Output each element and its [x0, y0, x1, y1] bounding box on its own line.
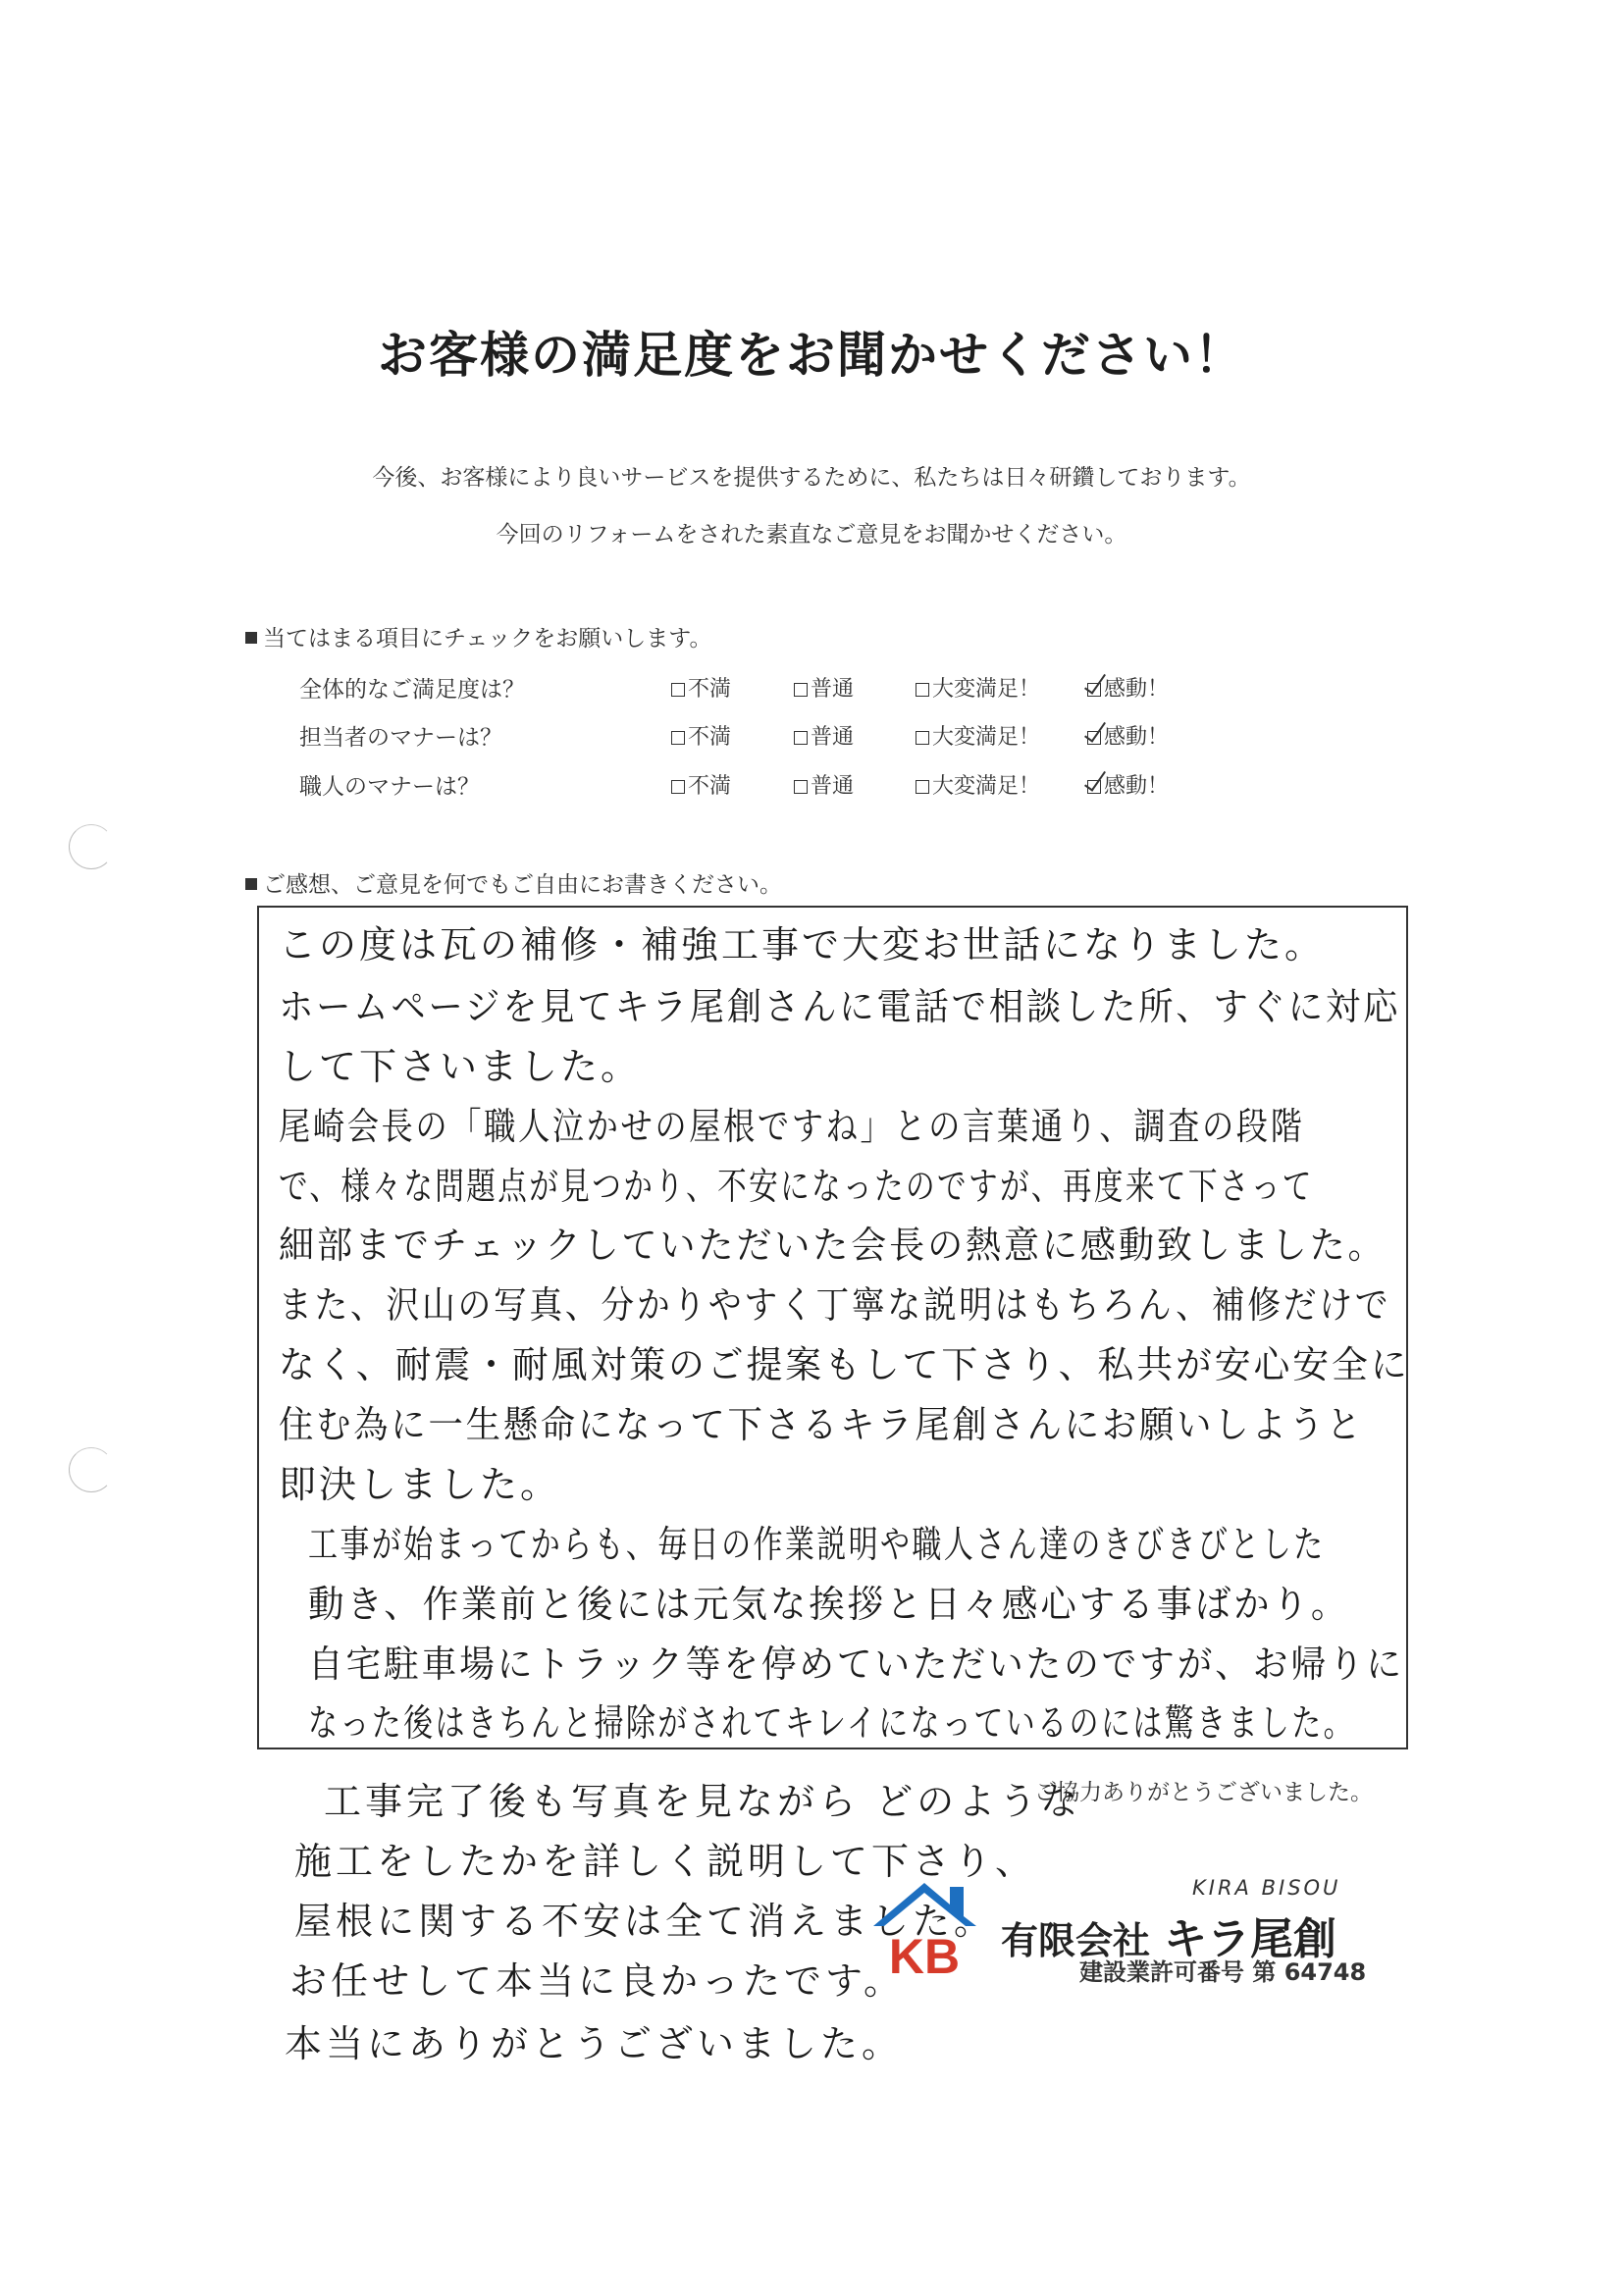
option-label: 大変満足！	[932, 677, 1041, 702]
checkbox-icon	[916, 731, 929, 745]
checked-checkbox-icon	[1087, 683, 1101, 697]
handwritten-line: 即決しました。	[279, 1463, 561, 1506]
checkbox-icon	[916, 683, 929, 697]
option-kandou[interactable]	[1087, 672, 1169, 703]
option-futsuu[interactable]	[794, 672, 854, 703]
handwritten-line: なく、耐震・耐風対策のご提案もして下さり、私共が安心安全に	[279, 1343, 1410, 1386]
handwritten-line: 住む為に一生懸命になって下さるキラ尾創さんにお願いしようと	[279, 1403, 1364, 1446]
page-title: お客様の満足度をお聞かせください！	[378, 327, 1245, 384]
option-label: 大変満足！	[932, 725, 1041, 750]
svg-text:KB: KB	[888, 1929, 961, 1977]
checkbox-icon	[794, 683, 808, 697]
handwritten-line: 動き、作業前と後には元気な挨拶と日々感心する事ばかり。	[308, 1583, 1350, 1626]
option-label: 感動！	[1104, 774, 1170, 799]
question-label: 全体的なご満足度は？	[299, 677, 525, 703]
company-type: 有限会社	[1001, 1919, 1151, 1962]
handwritten-line: で、様々な問題点が見つかり、不安になったのですが、再度来て下さって	[279, 1165, 1314, 1208]
punch-hole-top	[69, 824, 114, 869]
option-fuman[interactable]	[671, 720, 731, 751]
company-logo	[873, 1879, 976, 1977]
bullet-square-icon	[245, 632, 257, 644]
question-label: 職人のマナーは？	[299, 774, 480, 800]
company-brand: キラ尾創	[1164, 1914, 1337, 1964]
option-taihen-manzoku[interactable]	[916, 720, 1040, 751]
handwritten-line: 尾崎会長の「職人泣かせの屋根ですね」との言葉通り、調査の段階	[279, 1105, 1305, 1148]
handwritten-after-line: 屋根に関する不安は全て消えました。	[294, 1900, 996, 1943]
comment-heading-text: ご感想、ご意見を何でもご自由にお書きください。	[263, 872, 782, 898]
option-label: 大変満足！	[932, 774, 1041, 799]
handwritten-line: 自宅駐車場にトラック等を停めていただいたのですが、お帰りに	[308, 1643, 1404, 1686]
handwritten-line: して下さいました。	[279, 1045, 642, 1088]
option-label: 不満	[688, 774, 732, 799]
thanks-text: ご協力ありがとうございました。	[1034, 1780, 1373, 1805]
checked-checkbox-icon	[1087, 731, 1101, 745]
checkbox-icon	[671, 731, 685, 745]
intro-line-2: 今回のリフォームをされた素直なご意見をお聞かせください。	[496, 522, 1127, 548]
intro-line-1: 今後、お客様により良いサービスを提供するために、私たちは日々研鑽しております。	[372, 465, 1251, 491]
option-kandou[interactable]	[1087, 720, 1169, 751]
checkbox-icon	[916, 780, 929, 794]
checkbox-icon	[794, 780, 808, 794]
option-label: 不満	[688, 725, 732, 750]
comment-section-heading	[245, 866, 782, 899]
handwritten-after-line: 施工をしたかを詳しく説明して下さり、	[294, 1840, 1037, 1883]
question-label: 担当者のマナーは？	[299, 725, 502, 751]
option-label: 不満	[688, 677, 732, 702]
bullet-square-icon	[245, 878, 257, 890]
handwritten-after-line: 工事完了後も写真を見ながら どのような	[324, 1780, 1082, 1823]
handwritten-line: また、沢山の写真、分かりやすく丁寧な説明はもちろん、補修だけで	[279, 1283, 1391, 1327]
checkbox-icon	[671, 780, 685, 794]
handwritten-after-line: 本当にありがとうございました。	[285, 2022, 904, 2065]
option-taihen-manzoku[interactable]	[916, 672, 1040, 703]
company-romaji: KIRA BISOU	[1192, 1876, 1341, 1900]
handwritten-line: なった後はきちんと掃除がされてキレイになっているのには驚きました。	[308, 1701, 1356, 1745]
option-label: 普通	[811, 725, 855, 750]
comment-box[interactable]	[257, 906, 1408, 1749]
option-label: 感動！	[1104, 677, 1170, 702]
punch-hole-bottom	[69, 1447, 114, 1492]
handwritten-after-line: お任せして本当に良かったです。	[289, 1959, 905, 2003]
option-label: 感動！	[1104, 725, 1170, 750]
option-label: 普通	[811, 774, 855, 799]
option-taihen-manzoku[interactable]	[916, 769, 1040, 800]
option-futsuu[interactable]	[794, 769, 854, 800]
handwritten-line: ホームページを見てキラ尾創さんに電話で相談した所、すぐに対応	[279, 985, 1401, 1028]
checked-checkbox-icon	[1087, 780, 1101, 794]
handwritten-line: 工事が始まってからも、毎日の作業説明や職人さん達のきびきびとした	[308, 1523, 1326, 1566]
checkbox-icon	[794, 731, 808, 745]
check-heading-text: 当てはまる項目にチェックをお願いします。	[263, 626, 712, 652]
handwritten-line: 細部までチェックしていただいた会長の熱意に感動致しました。	[279, 1224, 1387, 1267]
check-section-heading	[245, 620, 711, 652]
license-number: 建設業許可番号 第 64748	[1079, 1958, 1367, 1986]
option-label: 普通	[811, 677, 855, 702]
option-fuman[interactable]	[671, 672, 731, 703]
handwritten-line: この度は瓦の補修・補強工事で大変お世話になりました。	[279, 923, 1326, 966]
house-roof-icon	[873, 1879, 976, 1977]
option-kandou[interactable]	[1087, 769, 1169, 800]
checkbox-icon	[671, 683, 685, 697]
option-fuman[interactable]	[671, 769, 731, 800]
option-futsuu[interactable]	[794, 720, 854, 751]
